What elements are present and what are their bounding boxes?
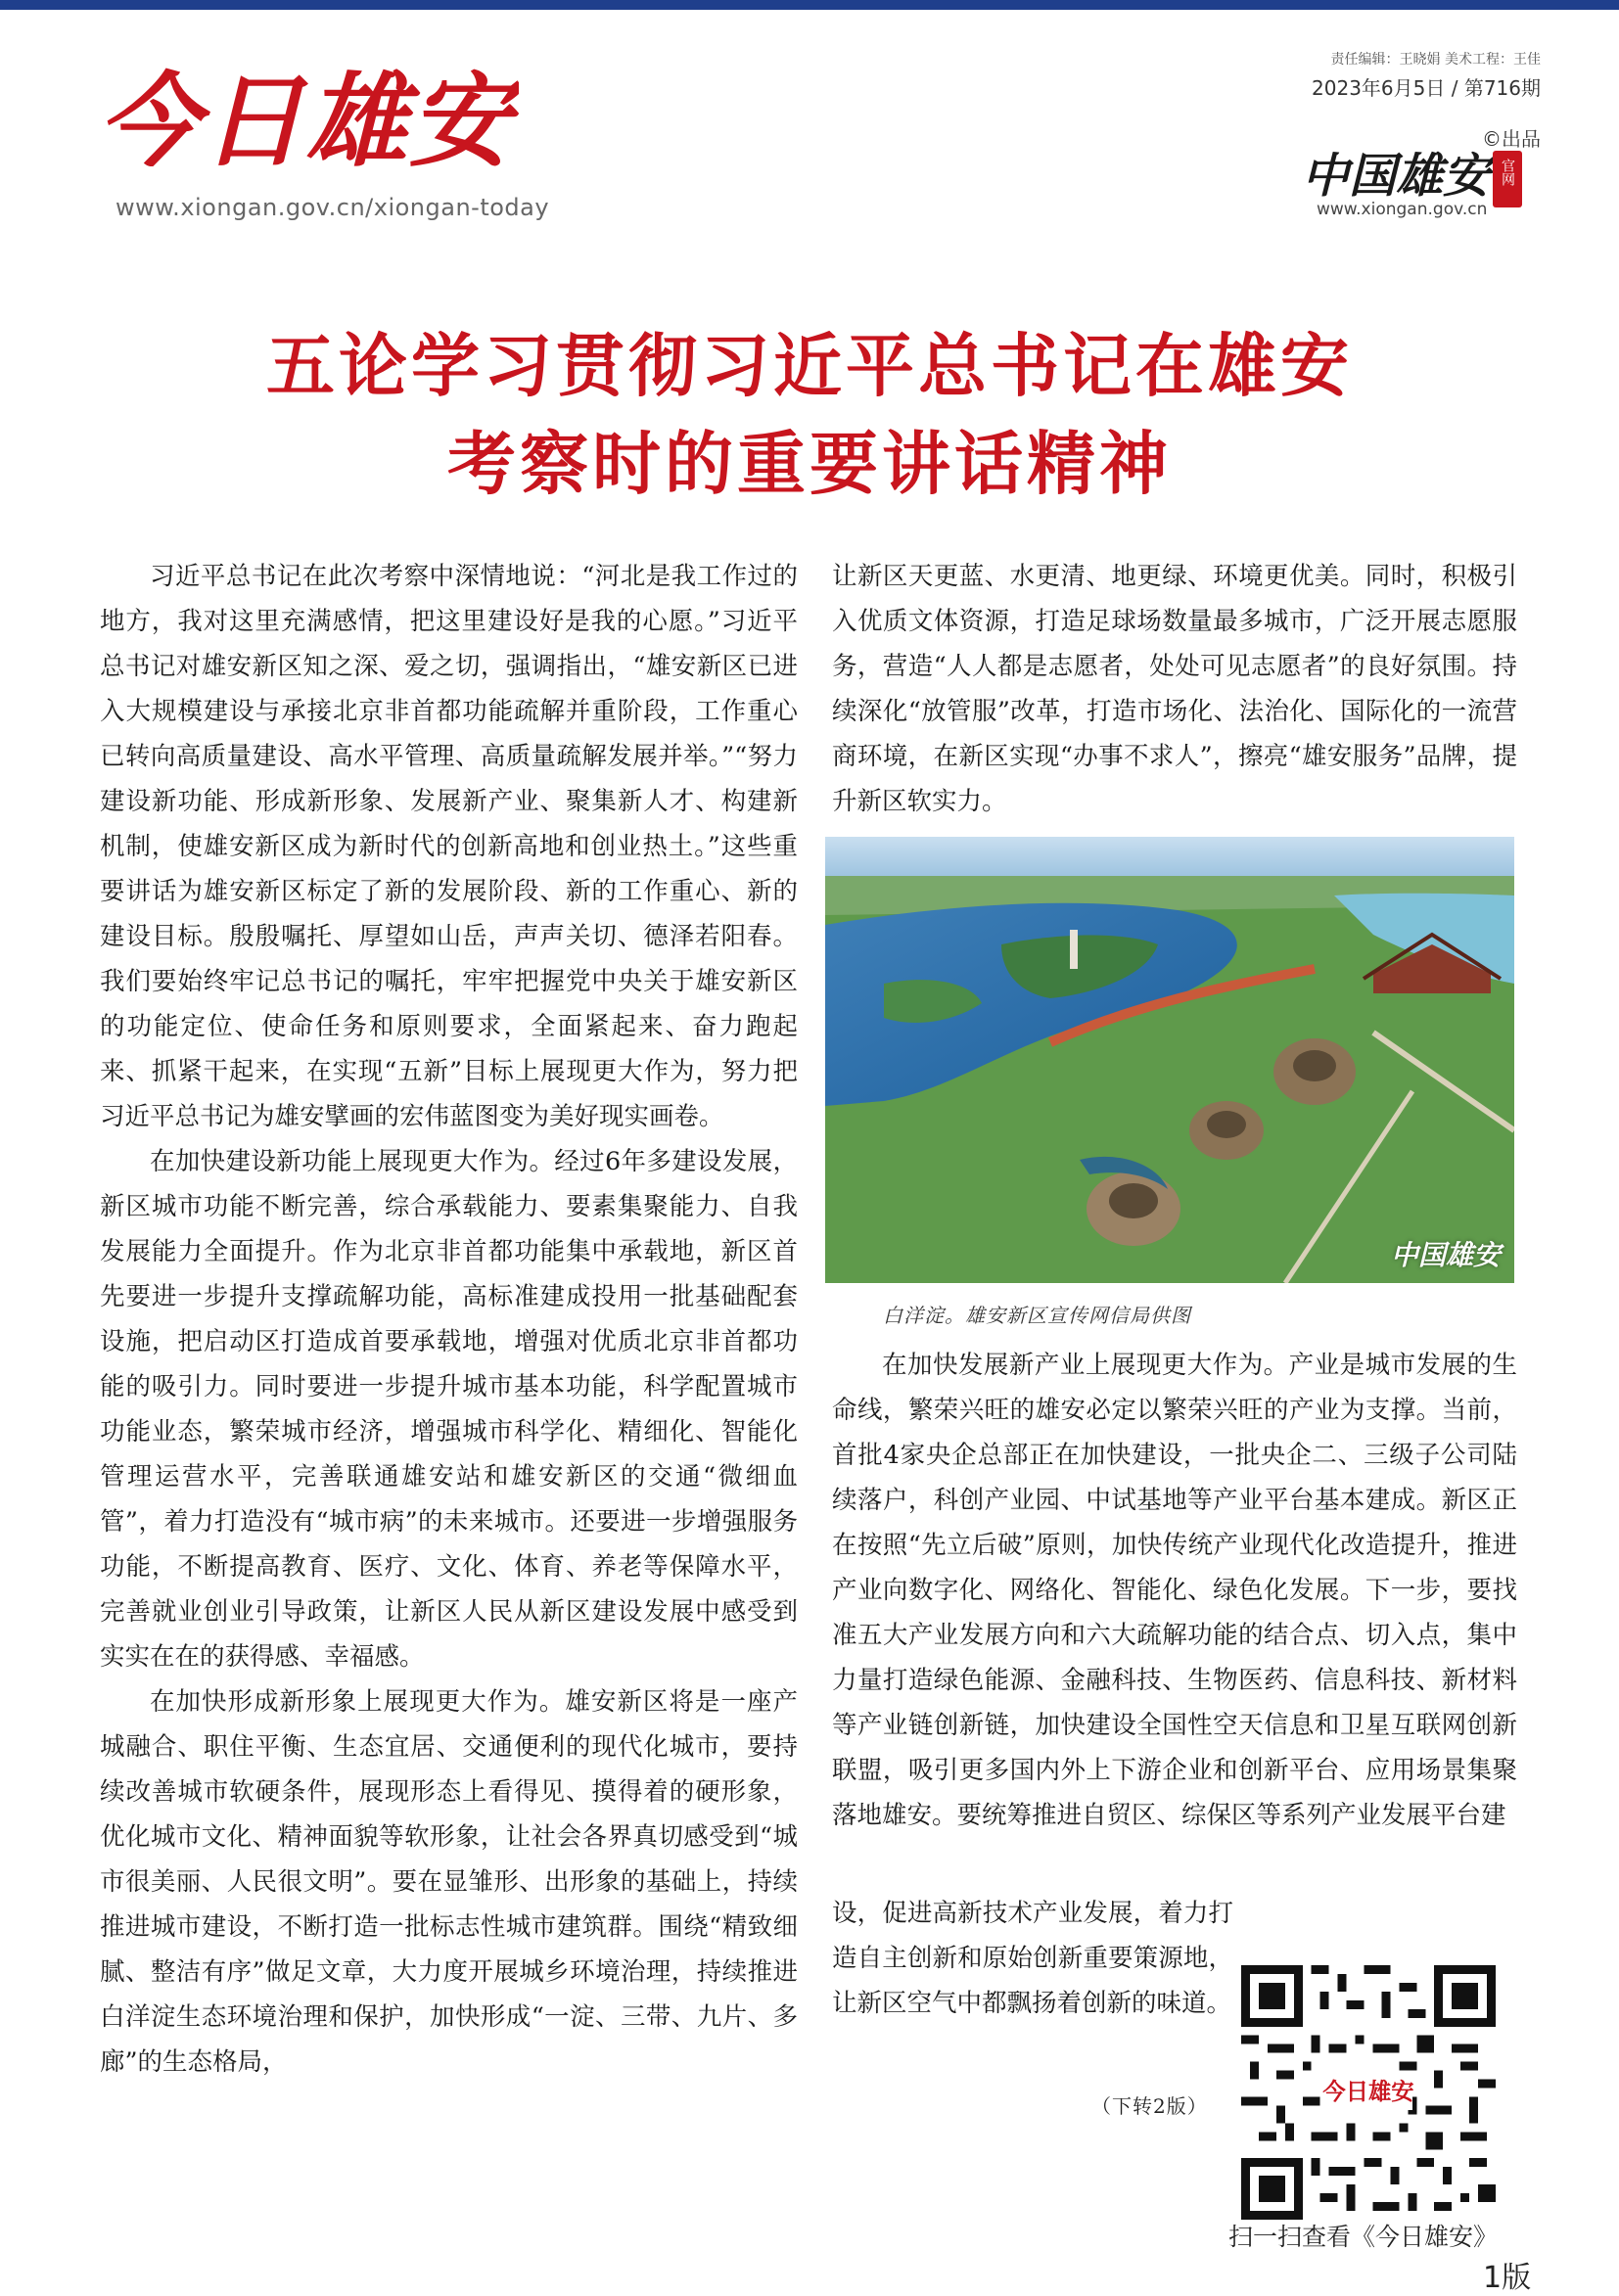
photo-watermark: 中国雄安: [1390, 1239, 1501, 1271]
article-paragraph: 设，促进高新技术产业发展，着力打造自主创新和原始创新重要策源地，让新区空气中都飘扬着创新的味道。: [832, 1899, 1233, 2018]
headline-line-1: 五论学习贯彻习近平总书记在雄安: [266, 325, 1353, 406]
brand-url[interactable]: www.xiongan.gov.cn: [1317, 200, 1488, 219]
brand-logo-text: 中国雄安: [1302, 149, 1491, 204]
masthead-logo: [98, 57, 519, 184]
article-paragraph: 让新区天更蓝、水更清、地更绿、环境更优美。同时，积极引入优质文体资源，打造足球场数量最多城市，广泛开展志愿服务，营造“人人都是志愿者，处处可见志愿者”的良好氛围。持续深化“放管服”改革，打造市场化、法治化、国际化的一流营商环境，在新区实现“办事不求人”，擦亮“雄安服务”品牌，提升新区软实力。: [832, 562, 1517, 816]
qr-code[interactable]: [1241, 1965, 1496, 2220]
qr-center-label: 今日雄安: [1322, 2079, 1414, 2106]
qr-scan-label: 扫一扫查看《今日雄安》: [1228, 2223, 1499, 2251]
article-paragraph: 在加快形成新形象上展现更大作为。雄安新区将是一座产城融合、职住平衡、生态宜居、交通便利的现代化城市，要持续改善城市软硬条件，展现形态上看得见、摸得着的硬形象，优化城市文化、精神面貌等软形象，让社会各界真切感受到“城市很美丽、人民很文明”。要在显雏形、出形象的基础上，持续推进城市建设，不断打造一批标志性城市建筑群。围绕“精致细腻、整洁有序”做足文章，大力度开展城乡环境治理，持续推进白洋淀生态环境治理和保护，加快形成“一淀、三带、九片、多廊”的生态格局，: [100, 1687, 798, 2077]
article-right-column-top: [832, 554, 1517, 824]
brand-seal-text: 官网: [1500, 159, 1515, 186]
article-right-column-bottom: [832, 1891, 1233, 2026]
masthead-url[interactable]: www.xiongan.gov.cn/xiongan-today: [116, 194, 550, 221]
article-paragraph: 在加快建设新功能上展现更大作为。经过6年多建设发展，新区城市功能不断完善，综合承载能力、要素集聚能力、自我发展能力全面提升。作为北京非首都功能集中承载地，新区首先要进一步提升支撑疏解功能，高标准建成投用一批基础配套设施，把启动区打造成首要承载地，增强对优质北京非首都功能的吸引力。同时要进一步提升城市基本功能，科学配置城市功能业态，繁荣城市经济，增强城市科学化、精细化、智能化管理运营水平，完善联通雄安站和雄安新区的交通“微细血管”，着力打造没有“城市病”的未来城市。还要进一步增强服务功能，不断提高教育、医疗、文化、体育、养老等保障水平，完善就业创业引导政策，让新区人民从新区建设发展中感受到实实在在的获得感、幸福感。: [100, 1147, 798, 1672]
top-color-bar: [0, 0, 1619, 10]
article-left-column: [100, 554, 798, 2085]
headline-line-2: 考察时的重要讲话精神: [447, 423, 1172, 504]
continued-label: （下转2版）: [1091, 2094, 1208, 2118]
producer-label: ©出品: [1482, 127, 1541, 151]
issue-date: 2023年6月5日 / 第716期: [1312, 76, 1541, 100]
editors-credit: 责任编辑：王晓娟 美术工程：王佳: [1330, 52, 1541, 68]
photo-caption: 白洋淀。雄安新区宣传网信局供图: [883, 1304, 1191, 1327]
article-paragraph: 习近平总书记在此次考察中深情地说：“河北是我工作过的地方，我对这里充满感情，把这里建设好是我的心愿。”习近平总书记对雄安新区知之深、爱之切，强调指出，“雄安新区已进入大规模建设与承接北京非首都功能疏解并重阶段，工作重心已转向高质量建设、高水平管理、高质量疏解发展并举。”“努力建设新功能、形成新形象、发展新产业、聚集新人才、构建新机制，使雄安新区成为新时代的创新高地和创业热土。”这些重要讲话为雄安新区标定了新的发展阶段、新的工作重心、新的建设目标。殷殷嘱托、厚望如山岳，声声关切、德泽若阳春。我们要始终牢记总书记的嘱托，牢牢把握党中央关于雄安新区的功能定位、使命任务和原则要求，全面紧起来、奋力跑起来、抓紧干起来，在实现“五新”目标上展现更大作为，努力把习近平总书记为雄安擘画的宏伟蓝图变为美好现实画卷。: [100, 562, 798, 1131]
masthead-logo-text: 今日雄安: [98, 61, 514, 181]
page-number: 1版: [1483, 2261, 1532, 2295]
article-paragraph: 在加快发展新产业上展现更大作为。产业是城市发展的生命线，繁荣兴旺的雄安必定以繁荣兴旺的产业为支撑。当前，首批4家央企总部正在加快建设，一批央企二、三级子公司陆续落户，科创产业园、中试基地等产业平台基本建成。新区正在按照“先立后破”原则，加快传统产业现代化改造提升，推进产业向数字化、网络化、智能化、绿色化发展。下一步，要找准五大产业发展方向和六大疏解功能的结合点、切入点，集中力量打造绿色能源、金融科技、生物医药、信息科技、新材料等产业链创新链，加快建设全国性空天信息和卫星互联网创新联盟，吸引更多国内外上下游企业和创新平台、应用场景集聚落地雄安。要统筹推进自贸区、综保区等系列产业发展平台建: [832, 1351, 1517, 1830]
article-right-column-mid: [832, 1343, 1517, 1838]
baiyangdian-photo: [825, 837, 1514, 1283]
baiyangdian-aerial-image: [825, 837, 1514, 1283]
